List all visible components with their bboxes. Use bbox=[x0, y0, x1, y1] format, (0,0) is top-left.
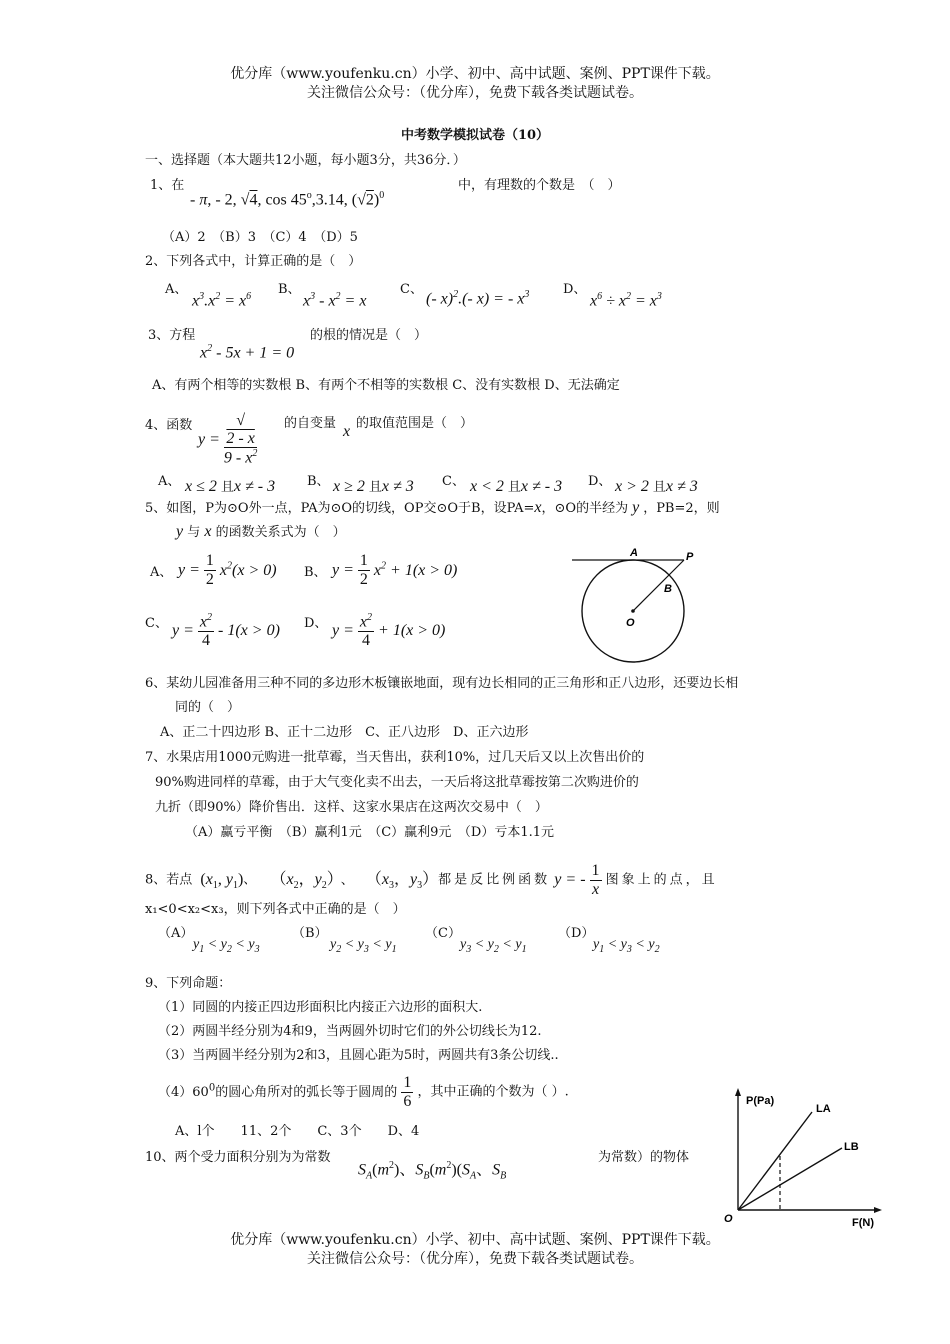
q5-text-1c: ，PB=2，则 bbox=[643, 501, 720, 516]
q2-option-d: $x^6 \div x^2 = x^3$ bbox=[590, 291, 662, 310]
y-axis-arrow bbox=[735, 1088, 741, 1096]
q8-option-b-label: （B） bbox=[292, 926, 328, 941]
label-o: O bbox=[626, 617, 635, 629]
q2-text: 2、下列各式中，计算正确的是（ ） bbox=[145, 254, 362, 269]
q4-option-d-label: D、 bbox=[588, 474, 612, 489]
line-op bbox=[633, 560, 684, 611]
q9-p4-sup: 0 bbox=[208, 1083, 216, 1095]
q7-line-2: 90%购进同样的草霉，由于大气变化卖不出去，一天后将这批草霉按第二次购进价的 bbox=[155, 775, 639, 790]
q1-options: （A）2 （B）3 （C）4 （D）5 bbox=[162, 230, 358, 245]
x-axis-label: F(N) bbox=[852, 1217, 874, 1229]
q4-qie-c: 且 bbox=[507, 479, 521, 494]
q5-option-a: y = $\frac{1}{2}$ $x^2(x > 0)$ bbox=[178, 552, 277, 588]
label-b: B bbox=[664, 583, 672, 595]
q9-title: 9、下列命题： bbox=[145, 976, 232, 991]
q8-line-2: x₁<0<x₂<x₃，则下列各式中正确的是（ ） bbox=[145, 902, 406, 917]
q4-qie-d: 且 bbox=[652, 479, 666, 494]
header-line-2: 关注微信公众号：（优分库），免费下载各类试题试卷。 bbox=[307, 85, 643, 101]
line-lb bbox=[738, 1148, 842, 1210]
q4-option-c: x < 2 且x ≠ - 3 bbox=[470, 478, 563, 495]
q3-equation: $x^2 - 5x + 1 = 0$ bbox=[200, 343, 295, 362]
q5-var-x: x bbox=[534, 499, 542, 516]
q9-p4-b: 的圆心角所对的弧长等于圆周的 bbox=[215, 1085, 398, 1101]
q8-sep-2: 、 bbox=[340, 872, 354, 888]
q5-option-d-label: D、 bbox=[304, 616, 328, 631]
section-heading: 一、选择题（本大题共12小题，每小题3分，共36分．） bbox=[145, 153, 466, 168]
line-la bbox=[738, 1112, 812, 1210]
q3-suffix: 的根的情况是（ ） bbox=[310, 328, 428, 343]
q9-options: A、l个 11、2个 C、3个 D、4 bbox=[175, 1124, 420, 1139]
q9-proposition-4 bbox=[158, 1074, 569, 1110]
q3-prefix: 3、方程 bbox=[148, 328, 196, 343]
q4-variable: x bbox=[343, 423, 351, 440]
q5-text-2a: 与 bbox=[187, 525, 201, 540]
q5-text-1 bbox=[145, 498, 720, 517]
q5-option-b-label: B、 bbox=[304, 565, 327, 580]
q8-suffix: 图象上的点，且 bbox=[605, 872, 718, 888]
q1-suffix: 中，有理数的个数是 （ ） bbox=[458, 178, 621, 193]
q4-option-d: x > 2 且x ≠ 3 bbox=[615, 478, 698, 495]
q5-text-1b: ，⊙O的半经为 bbox=[541, 501, 629, 516]
q4-option-c-label: C、 bbox=[442, 474, 465, 489]
q10-expression: $S_A(m^2)$、$S_B(m^2)(S_A$、$S_B$ bbox=[358, 1160, 507, 1182]
q5-option-c: y = $\frac{x^2}{4}$ - 1(x > 0) bbox=[172, 612, 280, 649]
center-dot bbox=[631, 609, 635, 613]
q2-option-a: $x^3.x^2 = x^6$ bbox=[192, 291, 252, 310]
q9-proposition-2: （2）两圆半经分别为4和9，当两圆外切时它们的外公切线长为12. bbox=[158, 1024, 542, 1039]
q4-prefix: 4、函数 bbox=[145, 418, 193, 433]
q4-function: y = √ 2 - x $9 - x^2$ bbox=[198, 412, 258, 467]
q8-option-b: $y_2 < y_3 < y_1$ bbox=[330, 937, 397, 955]
q4-option-a-label: A、 bbox=[158, 474, 181, 489]
q2-option-c: (- x)$^2$.(- x) = - $x^3$ bbox=[426, 289, 530, 308]
q8-function: y = - $\frac{1}{x}$ bbox=[554, 862, 600, 898]
q5-option-c-label: C、 bbox=[145, 616, 168, 631]
q2-option-c-label: C、 bbox=[400, 282, 423, 297]
q9-p4-c: ，其中正确的个数为（ ）. bbox=[417, 1084, 569, 1100]
q5-option-d: y = $\frac{x^2}{4}$ + 1(x > 0) bbox=[332, 612, 446, 649]
q4-option-b: x ≥ 2 且x ≠ 3 bbox=[333, 478, 414, 495]
q8-point-2: （$x_2$，$y_2$） bbox=[270, 870, 335, 891]
q5-circle-figure bbox=[568, 544, 718, 668]
page-title: 中考数学模拟试卷（10） bbox=[400, 128, 550, 143]
q7-line-1: 7、水果店用1000元购进一批草霉，当天售出，获利10%，过几天后又以上次售出价的 bbox=[145, 750, 645, 765]
q4-qie-b: 且 bbox=[368, 479, 382, 494]
q8-prefix: 8、若点 bbox=[145, 872, 193, 888]
q9-fraction: $\frac{1}{6}$ bbox=[403, 1074, 412, 1110]
q8-mid: 都是反比例函数 bbox=[438, 872, 551, 888]
q7-options: （A）赢亏平衡 （B）赢利1元 （C）赢利9元 （D）亏本1.1元 bbox=[185, 825, 555, 840]
q1-expression: - π, - 2, √4, cos 45$^o$,3.14, $(√2)^0$ bbox=[190, 190, 385, 209]
la-label: LA bbox=[816, 1103, 831, 1115]
q5-text-2b: 的函数关系式为（ ） bbox=[215, 525, 346, 540]
q3-options: A、有两个相等的实数根 B、有两个不相等的实数根 C、没有实数根 D、无法确定 bbox=[152, 378, 620, 393]
q2-option-b-label: B、 bbox=[278, 282, 301, 297]
q5-var-y: y bbox=[628, 499, 644, 516]
footer-line-2: 关注微信公众号：（优分库），免费下载各类试题试卷。 bbox=[307, 1251, 643, 1267]
q8-option-a-label: （A） bbox=[158, 926, 194, 941]
q8-option-d-label: （D） bbox=[558, 926, 595, 941]
q5-option-b: y = $\frac{1}{2}$ $x^2 + 1(x > 0)$ bbox=[332, 552, 458, 588]
q1-prefix: 1、在 bbox=[150, 178, 185, 193]
q7-line-3: 九折（即90%）降价售出．这样、这家水果店在这两次交易中（ ） bbox=[155, 800, 548, 815]
x-axis-arrow bbox=[874, 1207, 882, 1213]
q8-point-3: （$x_3$，$y_3$） bbox=[365, 870, 439, 891]
q8-option-a: $y_1 < y_2 < y_3$ bbox=[193, 937, 260, 955]
label-p: P bbox=[686, 551, 694, 563]
origin-label: O bbox=[724, 1213, 733, 1225]
q5-var-y2: y bbox=[176, 523, 184, 540]
q6-options: A、正二十四边形 B、正十二边形 C、正八边形 D、正六边形 bbox=[160, 725, 529, 740]
q2-option-d-label: D、 bbox=[563, 282, 587, 297]
label-a: A bbox=[630, 547, 638, 559]
q2-option-a-label: A、 bbox=[165, 282, 188, 297]
q6-text-1: 6、某幼儿园准备用三种不同的多边形木板镶嵌地面，现有边长相同的正三角形和正八边形，还要边长相 bbox=[145, 676, 739, 691]
q8-line-1 bbox=[145, 862, 805, 898]
q10-prefix: 10、两个受力面积分别为为常数 bbox=[145, 1150, 331, 1165]
q4-option-b-label: B、 bbox=[307, 474, 330, 489]
q10-pressure-graph bbox=[716, 1084, 886, 1234]
q9-p4-a: （4）60 bbox=[158, 1085, 209, 1101]
y-axis-label: P(Pa) bbox=[746, 1095, 775, 1107]
q4-suffix: 的取值范围是（ ） bbox=[356, 416, 474, 431]
q4-mid: 的自变量 bbox=[284, 416, 337, 431]
q9-proposition-1: （1）同圆的内接正四边形面积比内接正六边形的面积大. bbox=[158, 1000, 483, 1015]
q8-option-d: $y_1 < y_3 < y_2$ bbox=[593, 937, 660, 955]
footer-line-1: 优分库（www.youfenku.cn）小学、初中、高中试题、案例、PPT课件下载。 bbox=[230, 1232, 720, 1248]
q5-text-1a: 5、如图，P为⊙O外一点，PA为⊙O的切线，OP交⊙O于B，设PA= bbox=[145, 501, 535, 516]
q6-text-2: 同的（ ） bbox=[175, 700, 241, 715]
q8-point-1: ($x_1$, $y_1$) bbox=[200, 870, 244, 891]
q5-option-a-label: A、 bbox=[150, 565, 173, 580]
q5-text-2 bbox=[176, 522, 346, 541]
lb-label: LB bbox=[844, 1141, 859, 1153]
q5-var-x2: x bbox=[204, 523, 212, 540]
q8-option-c-label: （C） bbox=[425, 926, 461, 941]
header-line-1: 优分库（www.youfenku.cn）小学、初中、高中试题、案例、PPT课件下载。 bbox=[230, 66, 720, 82]
q8-option-c: $y_3 < y_2 < y_1$ bbox=[460, 937, 527, 955]
q2-option-b: $x^3 - x^2 = x$ bbox=[303, 291, 367, 310]
q4-option-a: x ≤ 2 且x ≠ - 3 bbox=[185, 478, 276, 495]
q8-sep-1: 、 bbox=[243, 872, 257, 888]
q9-proposition-3: （3）当两圆半经分别为2和3，且圆心距为5时，两圆共有3条公切线.. bbox=[158, 1048, 559, 1063]
q4-qie-a: 且 bbox=[220, 479, 234, 494]
q10-suffix: 为常数）的物体 bbox=[598, 1150, 690, 1165]
